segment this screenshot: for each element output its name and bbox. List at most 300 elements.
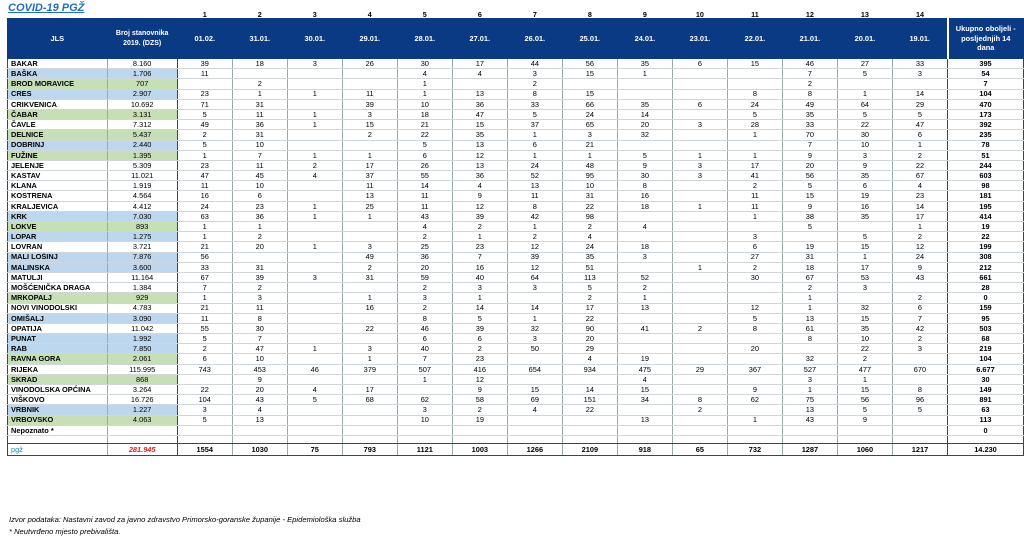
table-row xyxy=(8,99,1024,109)
cases-cell: 33 xyxy=(892,59,947,69)
total-cell: 173 xyxy=(948,109,1024,119)
cases-cell xyxy=(727,140,782,150)
cases-cell: 33 xyxy=(782,120,837,130)
cases-cell: 1 xyxy=(342,354,397,364)
cases-cell xyxy=(672,181,727,191)
cases-cell: 5 xyxy=(727,313,782,323)
summary-cases-cell: 2109 xyxy=(562,443,617,455)
cases-cell: 48 xyxy=(562,160,617,170)
cases-cell xyxy=(727,405,782,415)
cases-cell: 64 xyxy=(837,99,892,109)
population-cell: 5.309 xyxy=(107,160,177,170)
cases-cell: 19 xyxy=(782,242,837,252)
column-number: 10 xyxy=(695,9,704,19)
population-cell: 4.783 xyxy=(107,303,177,313)
cases-cell: 14 xyxy=(892,89,947,99)
cases-cell xyxy=(452,425,507,435)
cases-cell: 14 xyxy=(562,385,617,395)
cases-cell: 5 xyxy=(837,232,892,242)
header-jls: JLS xyxy=(8,19,108,59)
cases-cell: 2 xyxy=(342,130,397,140)
cases-cell: 98 xyxy=(562,211,617,221)
cases-cell: 2 xyxy=(397,232,452,242)
cases-cell xyxy=(287,222,342,232)
cases-cell: 32 xyxy=(507,323,562,333)
cases-cell: 13 xyxy=(452,89,507,99)
cases-cell: 9 xyxy=(782,201,837,211)
cases-cell: 11 xyxy=(342,89,397,99)
table-row xyxy=(8,334,1024,344)
cases-cell xyxy=(342,140,397,150)
total-cell: 78 xyxy=(948,140,1024,150)
cases-cell: 3 xyxy=(617,252,672,262)
cases-cell: 4 xyxy=(562,354,617,364)
cases-cell: 35 xyxy=(837,171,892,181)
cases-cell: 24 xyxy=(177,201,232,211)
summary-cases-cell: 918 xyxy=(617,443,672,455)
cases-cell: 3 xyxy=(892,69,947,79)
cases-cell: 35 xyxy=(782,109,837,119)
cases-cell xyxy=(672,222,727,232)
cases-cell: 1 xyxy=(397,374,452,384)
cases-cell: 1 xyxy=(782,303,837,313)
cases-cell: 20 xyxy=(232,385,287,395)
cases-cell: 37 xyxy=(507,120,562,130)
cases-cell: 5 xyxy=(177,109,232,119)
cases-cell: 6 xyxy=(177,354,232,364)
cases-cell: 39 xyxy=(342,99,397,109)
population-cell: 868 xyxy=(107,374,177,384)
cases-cell: 8 xyxy=(507,89,562,99)
cases-cell: 30 xyxy=(232,323,287,333)
header-date: 20.01. xyxy=(837,19,892,59)
cases-cell: 24 xyxy=(562,242,617,252)
cases-cell: 9 xyxy=(782,150,837,160)
cases-cell xyxy=(562,425,617,435)
table-row xyxy=(8,191,1024,201)
cases-cell: 22 xyxy=(342,323,397,333)
cases-cell: 1 xyxy=(562,150,617,160)
cases-cell: 1 xyxy=(287,242,342,252)
cases-cell: 24 xyxy=(507,160,562,170)
cases-cell: 6 xyxy=(672,99,727,109)
cases-cell: 24 xyxy=(562,109,617,119)
cases-cell: 15 xyxy=(562,89,617,99)
cases-cell: 9 xyxy=(892,262,947,272)
municipality-name: RAB xyxy=(8,344,108,354)
table-row xyxy=(8,150,1024,160)
summary-cases-cell: 1287 xyxy=(782,443,837,455)
cases-cell xyxy=(342,283,397,293)
cases-cell: 23 xyxy=(892,191,947,201)
cases-cell: 5 xyxy=(177,334,232,344)
cases-cell xyxy=(342,69,397,79)
table-row xyxy=(8,181,1024,191)
table-row xyxy=(8,395,1024,405)
column-number: 8 xyxy=(587,9,592,19)
cases-cell xyxy=(782,232,837,242)
cases-cell: 30 xyxy=(617,171,672,181)
total-cell: 603 xyxy=(948,171,1024,181)
cases-cell: 2 xyxy=(342,262,397,272)
population-cell: 2.440 xyxy=(107,140,177,150)
cases-cell: 3 xyxy=(177,405,232,415)
cases-cell: 16 xyxy=(837,201,892,211)
total-cell: 0 xyxy=(948,293,1024,303)
summary-cases-cell: 1266 xyxy=(507,443,562,455)
cases-cell: 42 xyxy=(507,211,562,221)
cases-cell xyxy=(232,252,287,262)
cases-cell: 15 xyxy=(507,385,562,395)
municipality-name: CRIKVENICA xyxy=(8,99,108,109)
cases-cell: 22 xyxy=(892,160,947,170)
cases-cell: 31 xyxy=(782,252,837,262)
total-cell: 149 xyxy=(948,385,1024,395)
population-cell: 1.227 xyxy=(107,405,177,415)
cases-cell: 1 xyxy=(287,201,342,211)
cases-cell: 5 xyxy=(837,69,892,79)
cases-cell: 367 xyxy=(727,364,782,374)
cases-cell: 47 xyxy=(232,344,287,354)
summary-population: 281.945 xyxy=(107,443,177,455)
total-cell: 19 xyxy=(948,222,1024,232)
cases-cell: 14 xyxy=(397,181,452,191)
cases-cell: 13 xyxy=(617,415,672,425)
cases-cell: 15 xyxy=(782,191,837,201)
population-cell: 3.600 xyxy=(107,262,177,272)
cases-cell xyxy=(287,130,342,140)
cases-cell xyxy=(177,425,232,435)
population-cell: 3.264 xyxy=(107,385,177,395)
source-note: Izvor podataka: Nastavni zavod za javno zdravstvo Primorsko-goranske županije - Epidemiološka služba xyxy=(9,515,361,524)
cases-cell xyxy=(617,140,672,150)
population-cell: 707 xyxy=(107,79,177,89)
cases-cell: 69 xyxy=(507,395,562,405)
cases-cell: 8 xyxy=(672,395,727,405)
cases-cell: 6 xyxy=(672,59,727,69)
table-row xyxy=(8,272,1024,282)
cases-cell: 25 xyxy=(397,242,452,252)
cases-cell: 2 xyxy=(397,303,452,313)
cases-cell: 20 xyxy=(782,160,837,170)
municipality-name: KOSTRENA xyxy=(8,191,108,201)
cases-cell: 10 xyxy=(232,354,287,364)
cases-cell: 4 xyxy=(617,222,672,232)
cases-cell: 13 xyxy=(782,405,837,415)
cases-cell xyxy=(672,252,727,262)
cases-cell: 23 xyxy=(452,242,507,252)
table-row xyxy=(8,79,1024,89)
municipality-name: KRALJEVICA xyxy=(8,201,108,211)
table-row xyxy=(8,252,1024,262)
cases-cell: 18 xyxy=(232,59,287,69)
total-cell: 395 xyxy=(948,59,1024,69)
cases-cell xyxy=(287,303,342,313)
total-cell: 244 xyxy=(948,160,1024,170)
cases-cell xyxy=(892,79,947,89)
cases-cell xyxy=(617,232,672,242)
blank-cell xyxy=(948,6,1024,19)
total-cell: 54 xyxy=(948,69,1024,79)
cases-cell: 67 xyxy=(177,272,232,282)
population-cell: 3.090 xyxy=(107,313,177,323)
municipality-name: BROD MORAVICE xyxy=(8,79,108,89)
cases-cell: 4 xyxy=(232,405,287,415)
cases-cell xyxy=(342,425,397,435)
cases-cell: 35 xyxy=(617,99,672,109)
cases-cell: 1 xyxy=(892,140,947,150)
column-number: 7 xyxy=(532,9,537,19)
total-cell: 63 xyxy=(948,405,1024,415)
cases-cell: 10 xyxy=(232,181,287,191)
cases-cell: 22 xyxy=(177,385,232,395)
population-cell: 1.275 xyxy=(107,232,177,242)
cases-cell: 26 xyxy=(397,160,452,170)
cases-cell: 28 xyxy=(727,120,782,130)
cases-cell: 65 xyxy=(562,120,617,130)
municipality-name: VRBNIK xyxy=(8,405,108,415)
cases-cell xyxy=(617,79,672,89)
cases-cell: 2 xyxy=(232,283,287,293)
cases-cell: 24 xyxy=(727,99,782,109)
cases-cell: 5 xyxy=(892,109,947,119)
cases-cell: 1 xyxy=(727,150,782,160)
cases-cell: 12 xyxy=(892,242,947,252)
cases-cell xyxy=(672,313,727,323)
cases-cell: 4 xyxy=(452,181,507,191)
cases-cell: 10 xyxy=(397,415,452,425)
cases-cell: 13 xyxy=(452,140,507,150)
cases-cell: 8 xyxy=(782,334,837,344)
cases-cell: 527 xyxy=(782,364,837,374)
cases-cell: 56 xyxy=(837,395,892,405)
cases-cell xyxy=(287,181,342,191)
summary-cases-cell: 793 xyxy=(342,443,397,455)
cases-cell: 35 xyxy=(562,252,617,262)
municipality-name: OPATIJA xyxy=(8,323,108,333)
population-cell: 3.131 xyxy=(107,109,177,119)
cases-cell: 22 xyxy=(562,405,617,415)
cases-cell: 6 xyxy=(232,191,287,201)
cases-cell xyxy=(727,79,782,89)
cases-cell: 8 xyxy=(617,181,672,191)
cases-cell: 1 xyxy=(507,222,562,232)
cases-cell: 3 xyxy=(342,344,397,354)
municipality-name: FUŽINE xyxy=(8,150,108,160)
municipality-name: LOVRAN xyxy=(8,242,108,252)
cases-cell: 7 xyxy=(782,69,837,79)
cases-cell: 2 xyxy=(397,283,452,293)
total-cell: 159 xyxy=(948,303,1024,313)
municipality-name: VINODOLSKA OPĆINA xyxy=(8,385,108,395)
cases-cell: 62 xyxy=(727,395,782,405)
cases-cell: 113 xyxy=(562,272,617,282)
cases-cell xyxy=(837,425,892,435)
cases-cell: 1 xyxy=(837,252,892,262)
cases-cell: 2 xyxy=(177,344,232,354)
municipality-name: BAŠKA xyxy=(8,69,108,79)
cases-cell: 1 xyxy=(727,211,782,221)
population-cell: 1.384 xyxy=(107,283,177,293)
total-cell: 98 xyxy=(948,181,1024,191)
cases-cell: 1 xyxy=(837,374,892,384)
cases-cell: 5 xyxy=(562,283,617,293)
cases-cell: 22 xyxy=(562,201,617,211)
cases-cell: 14 xyxy=(507,303,562,313)
cases-cell xyxy=(232,69,287,79)
cases-cell: 32 xyxy=(837,303,892,313)
cases-cell xyxy=(672,130,727,140)
table-row xyxy=(8,201,1024,211)
header-date: 30.01. xyxy=(287,19,342,59)
cases-cell: 11 xyxy=(232,303,287,313)
population-cell: 8.160 xyxy=(107,59,177,69)
cases-cell: 4 xyxy=(397,69,452,79)
cases-cell: 20 xyxy=(562,334,617,344)
cases-cell: 37 xyxy=(342,171,397,181)
cases-cell: 55 xyxy=(397,171,452,181)
cases-cell: 1 xyxy=(672,150,727,160)
cases-cell: 16 xyxy=(177,191,232,201)
cases-cell xyxy=(672,232,727,242)
total-cell: 199 xyxy=(948,242,1024,252)
total-cell: 891 xyxy=(948,395,1024,405)
cases-cell xyxy=(177,374,232,384)
cases-cell: 5 xyxy=(397,140,452,150)
header-date: 27.01. xyxy=(452,19,507,59)
cases-cell: 10 xyxy=(837,140,892,150)
cases-cell: 46 xyxy=(782,59,837,69)
table-row xyxy=(8,313,1024,323)
cases-cell xyxy=(617,405,672,415)
cases-cell: 46 xyxy=(397,323,452,333)
cases-cell: 30 xyxy=(727,272,782,282)
column-number: 12 xyxy=(805,9,814,19)
cases-cell: 3 xyxy=(287,272,342,282)
cases-cell xyxy=(342,415,397,425)
cases-cell: 31 xyxy=(342,272,397,282)
cases-cell: 15 xyxy=(342,120,397,130)
cases-cell xyxy=(672,425,727,435)
cases-cell: 38 xyxy=(782,211,837,221)
cases-cell: 13 xyxy=(782,313,837,323)
municipality-name: LOKVE xyxy=(8,222,108,232)
municipality-name: SKRAD xyxy=(8,374,108,384)
cases-cell: 6 xyxy=(892,303,947,313)
cases-cell: 5 xyxy=(837,109,892,119)
cases-cell: 25 xyxy=(342,201,397,211)
cases-cell: 2 xyxy=(782,283,837,293)
cases-cell xyxy=(287,323,342,333)
total-cell: 51 xyxy=(948,150,1024,160)
cases-cell: 10 xyxy=(232,140,287,150)
municipality-name: MALINSKA xyxy=(8,262,108,272)
population-cell: 7.312 xyxy=(107,120,177,130)
column-number: 9 xyxy=(642,9,647,19)
cases-cell: 17 xyxy=(562,303,617,313)
cases-cell: 2 xyxy=(892,232,947,242)
cases-cell: 27 xyxy=(837,59,892,69)
cases-cell: 4 xyxy=(287,171,342,181)
cases-cell: 2 xyxy=(452,222,507,232)
table-row xyxy=(8,89,1024,99)
table-row xyxy=(8,344,1024,354)
cases-cell: 2 xyxy=(727,181,782,191)
cases-cell: 5 xyxy=(617,150,672,160)
cases-cell: 17 xyxy=(452,59,507,69)
table-row xyxy=(8,385,1024,395)
population-cell: 4.063 xyxy=(107,415,177,425)
column-number: 5 xyxy=(422,9,427,19)
cases-cell: 3 xyxy=(672,120,727,130)
cases-cell xyxy=(727,283,782,293)
column-number-row xyxy=(8,6,1024,19)
cases-cell: 29 xyxy=(562,344,617,354)
summary-label: pgž xyxy=(8,443,108,455)
cases-cell: 4 xyxy=(562,232,617,242)
cases-cell: 22 xyxy=(562,313,617,323)
cases-cell xyxy=(287,425,342,435)
cases-cell: 14 xyxy=(452,303,507,313)
cases-cell: 2 xyxy=(837,354,892,364)
cases-cell: 3 xyxy=(672,171,727,181)
cases-cell xyxy=(617,313,672,323)
cases-cell: 19 xyxy=(452,415,507,425)
cases-cell: 5 xyxy=(837,405,892,415)
column-number: 13 xyxy=(860,9,869,19)
cases-cell xyxy=(342,334,397,344)
cases-cell: 1 xyxy=(617,69,672,79)
cases-cell: 53 xyxy=(837,272,892,282)
cases-cell: 1 xyxy=(672,201,727,211)
municipality-name: MRKOPALJ xyxy=(8,293,108,303)
cases-cell: 1 xyxy=(507,130,562,140)
cases-cell: 13 xyxy=(452,160,507,170)
cases-cell: 12 xyxy=(507,262,562,272)
cases-cell: 6 xyxy=(397,334,452,344)
cases-cell xyxy=(397,385,452,395)
cases-cell xyxy=(617,334,672,344)
cases-cell xyxy=(287,313,342,323)
cases-cell: 1 xyxy=(177,150,232,160)
cases-cell: 36 xyxy=(232,120,287,130)
municipality-name: KASTAV xyxy=(8,171,108,181)
cases-cell xyxy=(232,425,287,435)
cases-cell: 9 xyxy=(837,415,892,425)
cases-cell: 2 xyxy=(177,130,232,140)
cases-cell: 20 xyxy=(617,120,672,130)
cases-cell: 654 xyxy=(507,364,562,374)
cases-cell: 9 xyxy=(727,385,782,395)
cases-cell xyxy=(287,252,342,262)
cases-cell: 1 xyxy=(507,150,562,160)
population-cell xyxy=(107,425,177,435)
cases-cell: 5 xyxy=(177,140,232,150)
cases-cell: 3 xyxy=(342,242,397,252)
cases-cell: 33 xyxy=(507,99,562,109)
cases-cell: 3 xyxy=(452,283,507,293)
cases-cell: 75 xyxy=(782,395,837,405)
cases-cell: 9 xyxy=(837,160,892,170)
cases-cell: 3 xyxy=(507,334,562,344)
cases-cell xyxy=(892,374,947,384)
population-cell: 7.030 xyxy=(107,211,177,221)
table-row xyxy=(8,140,1024,150)
cases-cell: 2 xyxy=(232,232,287,242)
cases-cell: 66 xyxy=(562,99,617,109)
cases-cell: 17 xyxy=(342,385,397,395)
header-date: 24.01. xyxy=(617,19,672,59)
